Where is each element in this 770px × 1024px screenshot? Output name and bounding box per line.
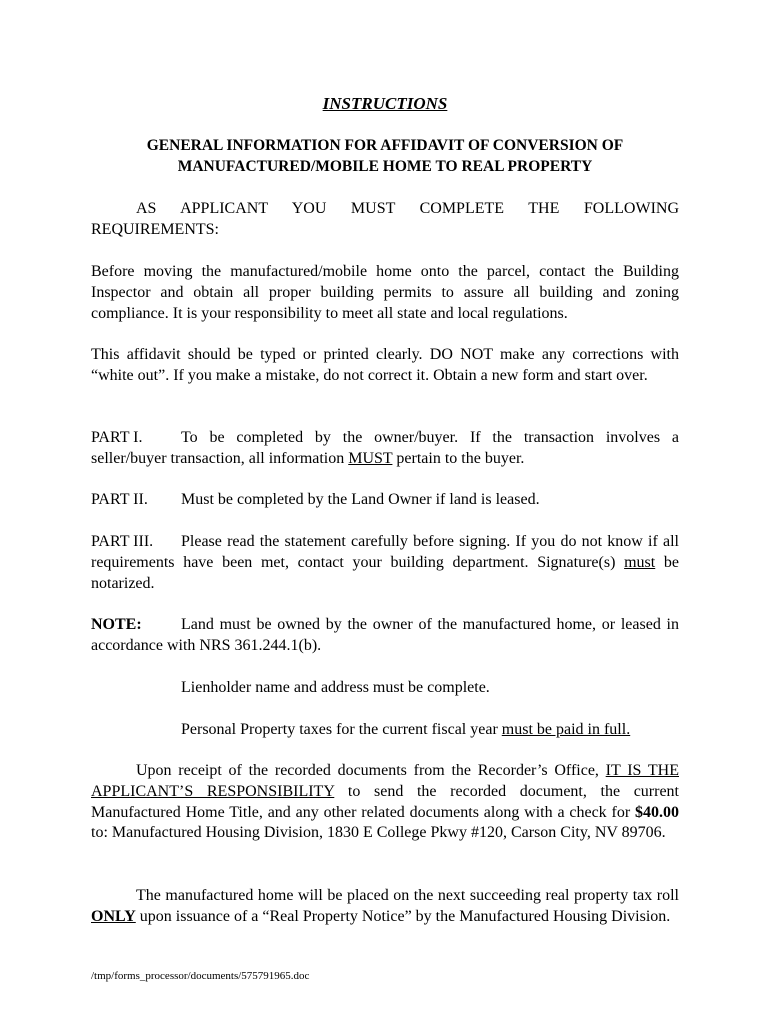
tax-roll-paragraph <box>91 886 679 928</box>
part-1-paragraph <box>91 428 679 470</box>
tax-roll-only: ONLY <box>91 907 136 925</box>
part-3-text-underlined: must <box>624 553 656 571</box>
fee-amount: $40.00 <box>635 803 679 821</box>
taxes-text-underlined: must be paid in full. <box>501 721 631 738</box>
part-1-text-a: To be completed by the owner/buyer. If the transaction involves a seller/buyer transaction, all information <box>91 429 679 467</box>
receipt-paragraph <box>91 761 679 844</box>
part-3-text-b: be notarized. <box>91 553 680 592</box>
footer-file-path: /tmp/forms_processor/documents/575791965.doc <box>91 970 310 982</box>
note-label: NOTE: <box>91 616 142 633</box>
receipt-text-a: Upon receipt of the recorded documents from the Recorder’s Office, <box>136 762 606 779</box>
requirements-intro: AS APPLICANT YOU MUST COMPLETE THE FOLLOWING REQUIREMENTS: <box>91 200 679 238</box>
note-text: Land must be owned by the owner of the manufactured home, or leased in accordance with NRS 361.244.1(b). <box>91 616 679 654</box>
part-1-text-underlined: MUST <box>348 449 393 467</box>
taxes-note <box>91 720 679 741</box>
note-paragraph <box>91 615 679 657</box>
tax-roll-text-a: The manufactured home will be placed on the next succeeding real property tax roll <box>136 887 679 904</box>
subtitle-line-2: MANUFACTURED/MOBILE HOME TO REAL PROPERTY <box>177 158 593 175</box>
part-2-text: Must be completed by the Land Owner if land is leased. <box>181 491 540 508</box>
document-subtitle <box>91 135 679 177</box>
paragraph-permits: Before moving the manufactured/mobile home onto the parcel, contact the Building Inspector and obtain all proper building permits to assure all building and zoning compliance. It is your responsibility to meet all state and local regulations. <box>91 263 679 322</box>
page-title: INSTRUCTIONS <box>322 94 448 113</box>
lienholder-note: Lienholder name and address must be complete. <box>181 679 490 696</box>
paragraph-affidavit: This affidavit should be typed or printed clearly. DO NOT make any corrections with “white out”. If you make a mistake, do not correct it. Obtain a new form and start over. <box>91 346 679 384</box>
part-3-label: PART III. <box>91 533 154 550</box>
part-1-label: PART I. <box>91 429 143 446</box>
part-2-label: PART II. <box>91 491 148 508</box>
receipt-text-b: to send the recorded document, the current Manufactured Home Title, and any other related documents along with a check for <box>91 782 679 821</box>
receipt-responsibility: IT IS THE APPLICANT’S RESPONSIBILITY <box>91 762 679 800</box>
taxes-text-a: Personal Property taxes for the current fiscal year <box>181 721 502 738</box>
part-1-text-b: pertain to the buyer. <box>392 449 525 467</box>
part-2-paragraph <box>91 490 679 511</box>
part-3-text-a: Please read the statement carefully before signing. If you do not know if all requirements have been met, contact your building department. Signature(s) <box>91 533 679 571</box>
tax-roll-text-b: upon issuance of a “Real Property Notice” by the Manufactured Housing Division. <box>135 907 671 925</box>
subtitle-line-1: GENERAL INFORMATION FOR AFFIDAVIT OF CONVERSION OF <box>146 137 624 154</box>
part-3-paragraph <box>91 532 679 594</box>
receipt-text-c: to: Manufactured Housing Division, 1830 E College Pkwy #120, Carson City, NV 89706. <box>91 824 666 842</box>
